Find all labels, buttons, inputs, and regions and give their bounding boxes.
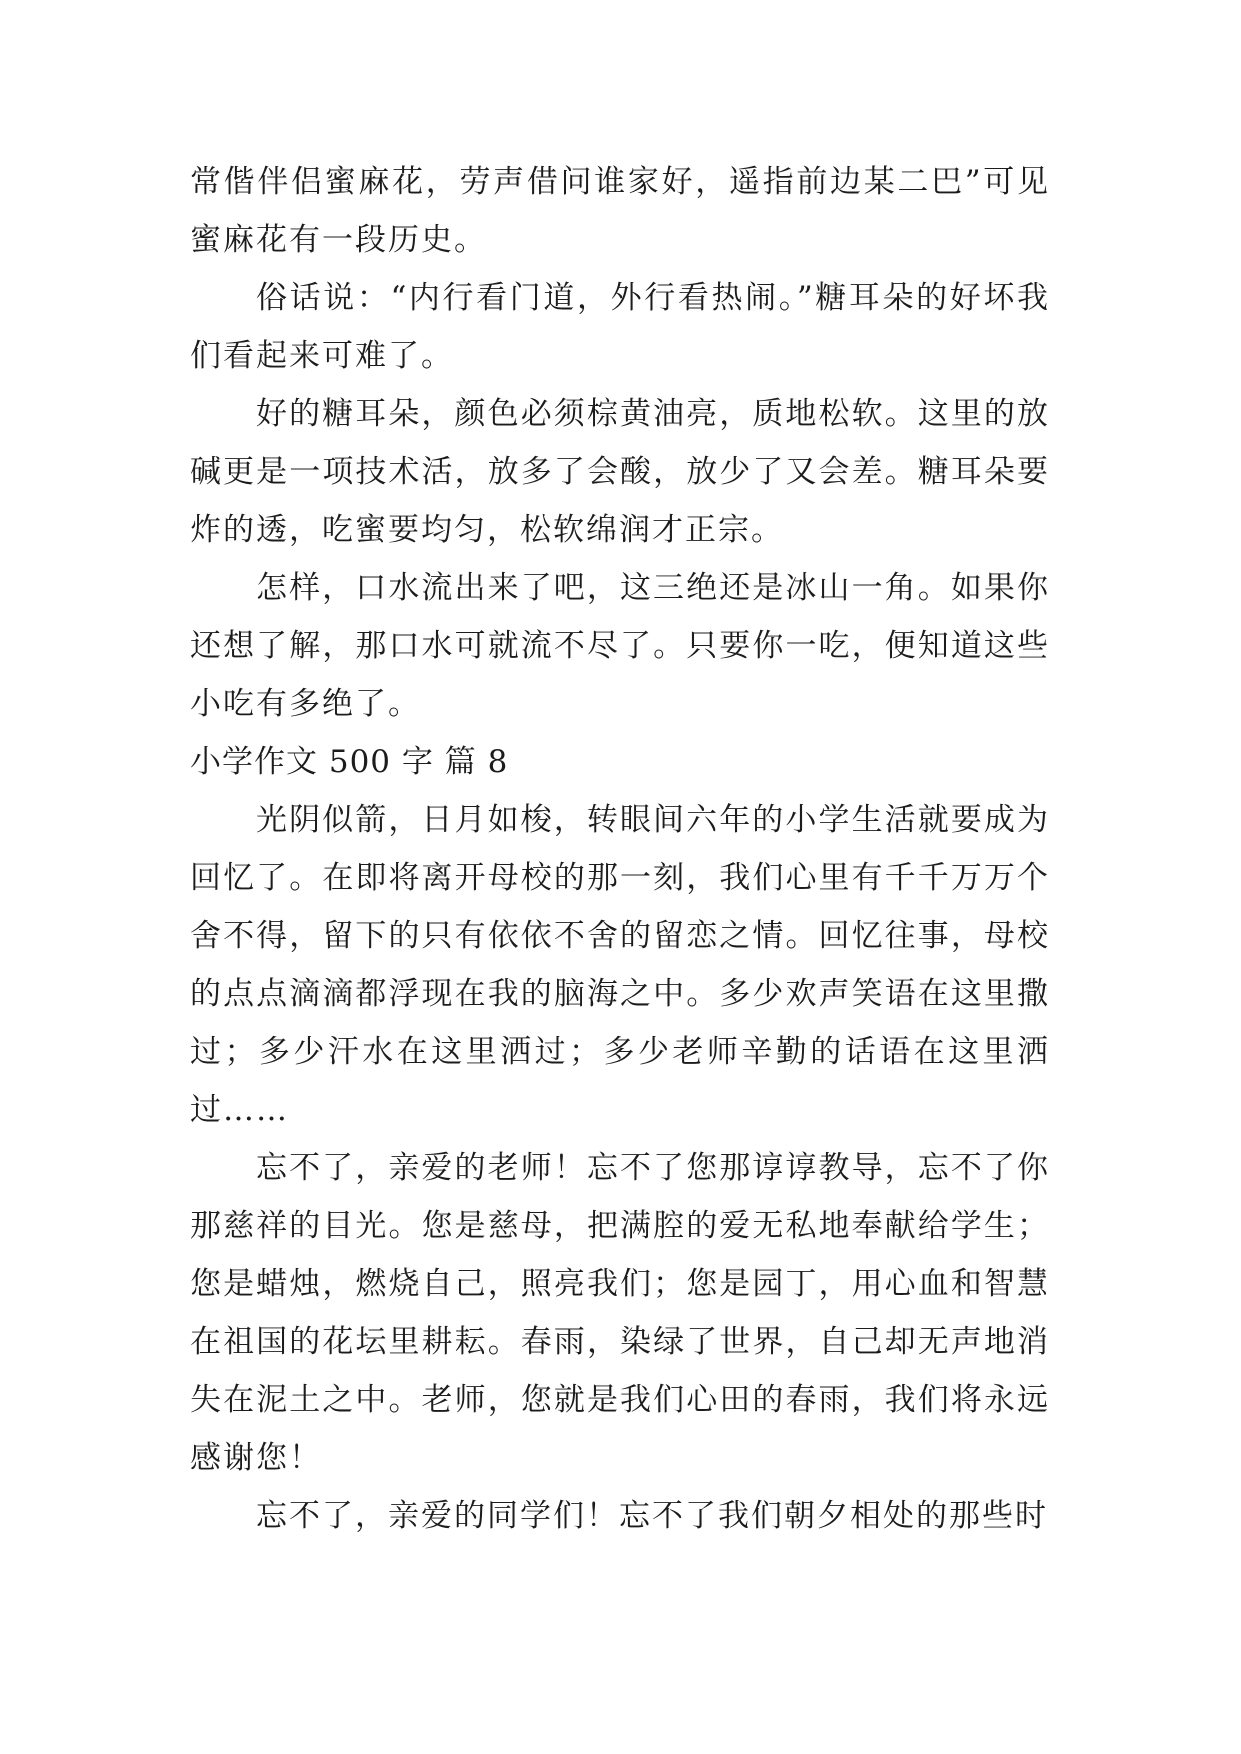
paragraph: 怎样，口水流出来了吧，这三绝还是冰山一角。如果你还想了解，那口水可就流不尽了。只要你一吃，便知道这些小吃有多绝了。 <box>190 570 1050 722</box>
paragraph: 忘不了，亲爱的同学们！忘不了我们朝夕相处的那些时 <box>256 1498 1048 1534</box>
paragraph: 忘不了，亲爱的老师！忘不了您那谆谆教导，忘不了你那慈祥的目光。您是慈母，把满腔的爱无私地奉献给学生；您是蜡烛，燃烧自己，照亮我们；您是园丁，用心血和智慧在祖国的花坛里耕耘。春雨，染绿了世界，自己却无声地消失在泥土之中。老师，您就是我们心田的春雨，我们将永远感谢您！ <box>190 1150 1050 1476</box>
paragraph: 光阴似箭，日月如梭，转眼间六年的小学生活就要成为回忆了。在即将离开母校的那一刻，我们心里有千千万万个舍不得，留下的只有依依不舍的留恋之情。回忆往事，母校的点点滴滴都浮现在我的脑海之中。多少欢声笑语在这里撒过；多少汗水在这里洒过；多少老师辛勤的话语在这里洒过…… <box>190 802 1050 1128</box>
paragraph: 好的糖耳朵，颜色必须棕黄油亮，质地松软。这里的放碱更是一项技术活，放多了会酸，放少了又会差。糖耳朵要炸的透，吃蜜要均匀，松软绵润才正宗。 <box>190 396 1050 548</box>
document-body <box>190 153 1050 1545</box>
paragraph: 俗话说：“内行看门道，外行看热闹。”糖耳朵的好坏我们看起来可难了。 <box>190 280 1050 374</box>
section-heading: 小学作文 500 字 篇 8 <box>190 744 509 780</box>
paragraph-continuation: 常偕伴侣蜜麻花，劳声借问谁家好，遥指前边某二巴”可见蜜麻花有一段历史。 <box>190 164 1050 258</box>
